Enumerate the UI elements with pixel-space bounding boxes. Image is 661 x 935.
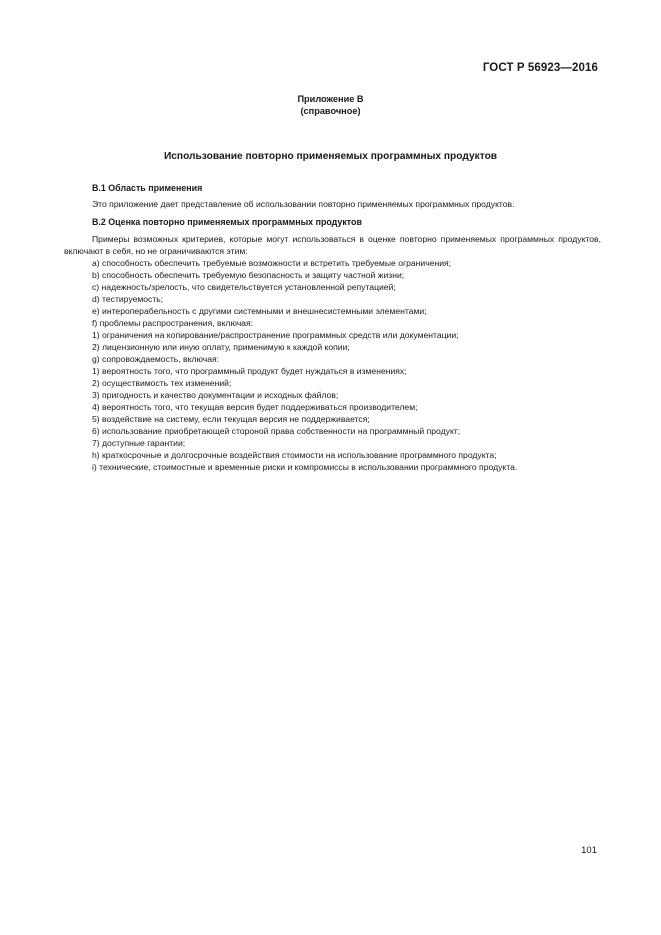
list-item: 3) пригодность и качество документации и исходных файлов; [92, 390, 339, 400]
list-item: e) интероперабельность с другими системными и внешнесистемными элементами; [92, 306, 427, 316]
appendix-heading [0, 93, 661, 117]
section-1-text: Это приложение дает представление об использовании повторно применяемых программных продуктов. [92, 199, 515, 209]
list-item: 2) лицензионную или иную оплату, применимую к каждой копии; [92, 342, 350, 352]
appendix-subtitle: (справочное) [300, 106, 361, 116]
list-item: a) способность обеспечить требуемые возможности и встретить требуемые ограничения; [92, 258, 452, 268]
list-item: f) проблемы распространения, включая: [92, 318, 254, 328]
section-2-heading: В.2 Оценка повторно применяемых программных продуктов [92, 217, 362, 227]
list-item: 5) воздействие на систему, если текущая версия не поддерживается; [92, 414, 370, 424]
list-item: b) способность обеспечить требуемую безопасность и защиту частной жизни; [92, 270, 405, 280]
appendix-title: Приложение В [297, 94, 364, 104]
criteria-list [64, 233, 601, 473]
list-item: i) технические, стоимостные и временные риски и компромиссы в использовании программного продукта. [92, 462, 518, 472]
page-number: 101 [581, 845, 597, 856]
list-item: 2) осуществимость тех изменений; [92, 378, 232, 388]
document-title: Использование повторно применяемых программных продуктов [163, 151, 498, 162]
criteria-intro: Примеры возможных критериев, которые могут использоваться в оценке повторно применяемых программных продуктов, включают в себя, но не ограничиваются этим: [64, 234, 601, 256]
list-item: 6) использование приобретающей стороной права собственности на программный продукт; [92, 426, 461, 436]
list-item: 4) вероятность того, что текущая версия будет поддерживаться производителем; [92, 402, 418, 412]
list-item: h) краткосрочные и долгосрочные воздействия стоимости на использование программного продукта; [92, 450, 497, 460]
list-item: 1) ограничения на копирование/распространение программных средств или документации; [92, 330, 459, 340]
section-1-heading: В.1 Область применения [92, 183, 203, 193]
list-item: g) сопровождаемость, включая: [92, 354, 220, 364]
list-item: 7) доступные гарантии; [92, 438, 186, 448]
list-item: 1) вероятность того, что программный продукт будет нуждаться в изменениях; [92, 366, 407, 376]
list-item: c) надежность/зрелость, что свидетельствуется установленной репутацией; [92, 282, 396, 292]
list-item: d) тестируемость; [92, 294, 164, 304]
standard-header: ГОСТ Р 56923—2016 [482, 62, 598, 74]
